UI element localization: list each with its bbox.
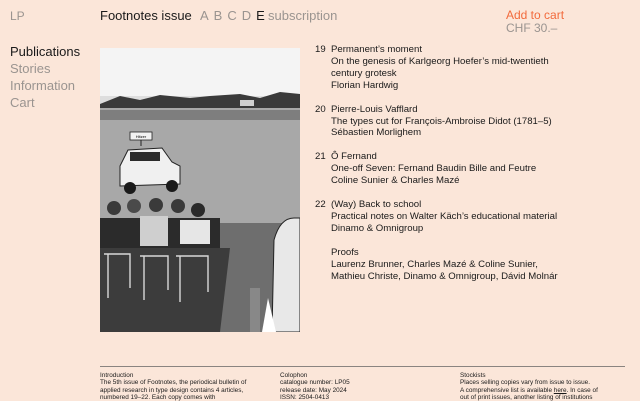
article-subtitle: The types cut for François-Ambroise Didot (1781–5)	[331, 115, 552, 127]
issue-title: Footnotes issue	[100, 8, 192, 23]
issue-letter-b[interactable]: B	[213, 8, 223, 23]
nav-item-information[interactable]: Information	[10, 78, 76, 93]
footer-colophon	[280, 372, 435, 401]
issue-letter-c[interactable]: C	[227, 8, 237, 23]
article-21[interactable]	[315, 151, 625, 187]
logo[interactable]: LP	[10, 9, 25, 23]
nav-item-stories[interactable]: Stories	[10, 61, 51, 76]
article-22[interactable]	[315, 199, 625, 235]
cart-box	[506, 9, 564, 35]
colophon-release-date: release date: May 2024	[280, 386, 347, 394]
article-author: Dinamo & Omnigroup	[331, 222, 424, 234]
article-author: Sébastien Morlighem	[331, 127, 422, 139]
car-sign-text: Hitzer	[135, 134, 147, 139]
price: CHF 30.–	[506, 21, 558, 35]
add-to-cart-button[interactable]: Add to cart	[506, 8, 565, 22]
article-subtitle: One-off Seven: Fernand Baudin Bille and Feutre	[331, 163, 537, 175]
article-list	[315, 44, 625, 283]
article-title: (Way) Back to school	[331, 199, 422, 211]
colophon-issn: ISSN: 2504-0413	[280, 393, 330, 401]
stockists-text: Places selling copies vary from issue to issue.	[460, 379, 590, 387]
stockists-text: A comprehensive list is available here. In case of	[460, 386, 598, 394]
introduction-text: applied research in type design contains 4 articles,	[100, 386, 244, 394]
article-title: Ô Fernand	[331, 151, 377, 163]
subscription-link[interactable]: subscription	[268, 8, 338, 23]
nav-item-cart[interactable]: Cart	[10, 95, 35, 110]
issue-letter-nav	[200, 8, 265, 23]
article-author: Coline Sunier & Charles Mazé	[331, 175, 460, 187]
issue-letter-a[interactable]: A	[200, 8, 209, 23]
article-number: 20	[315, 103, 326, 115]
article-title: Permanent’s moment	[331, 44, 423, 55]
introduction-text: numbered 19–22. Each copy comes with	[100, 393, 216, 401]
proofs-contributors: Mathieu Christe, Dinamo & Omnigroup, Dávid Molnár	[331, 270, 558, 282]
stockists-text: out of print issues, another listing of institutions	[460, 393, 593, 401]
footer-stockists	[460, 372, 625, 401]
cover-photo	[100, 48, 300, 332]
introduction-heading: Introduction	[100, 372, 134, 379]
article-title: Pierre-Louis Vafflard	[331, 103, 418, 115]
proofs-contributors: Laurenz Brunner, Charles Mazé & Coline Sunier,	[331, 258, 538, 270]
nav-item-publications[interactable]: Publications	[10, 44, 81, 59]
issue-letter-e[interactable]: E	[256, 8, 265, 23]
footer-introduction	[100, 372, 255, 401]
stockists-heading: Stockists	[460, 372, 486, 379]
article-number: 22	[315, 199, 326, 211]
proofs-title: Proofs	[331, 246, 359, 258]
article-19[interactable]	[315, 44, 625, 92]
colophon-catalogue-number: catalogue number: LP05	[280, 379, 350, 387]
article-author: Florian Hardwig	[331, 79, 399, 91]
stockists-here-link[interactable]: here	[553, 386, 567, 394]
article-number: 19	[315, 44, 326, 55]
issue-letter-d[interactable]: D	[241, 8, 252, 23]
article-subtitle: On the genesis of Karlgeorg Hoefer’s mid-twentieth	[331, 55, 549, 67]
article-subtitle: century grotesk	[331, 67, 397, 79]
article-number: 21	[315, 151, 326, 163]
proofs-section	[331, 247, 625, 283]
main-nav	[10, 43, 80, 111]
article-subtitle: Practical notes on Walter Käch’s educational material	[331, 210, 558, 222]
footer-divider	[100, 366, 625, 367]
article-20[interactable]	[315, 104, 625, 140]
introduction-text: The 5th issue of Footnotes, the periodical bulletin of	[100, 379, 247, 387]
colophon-heading: Colophon	[280, 372, 308, 379]
